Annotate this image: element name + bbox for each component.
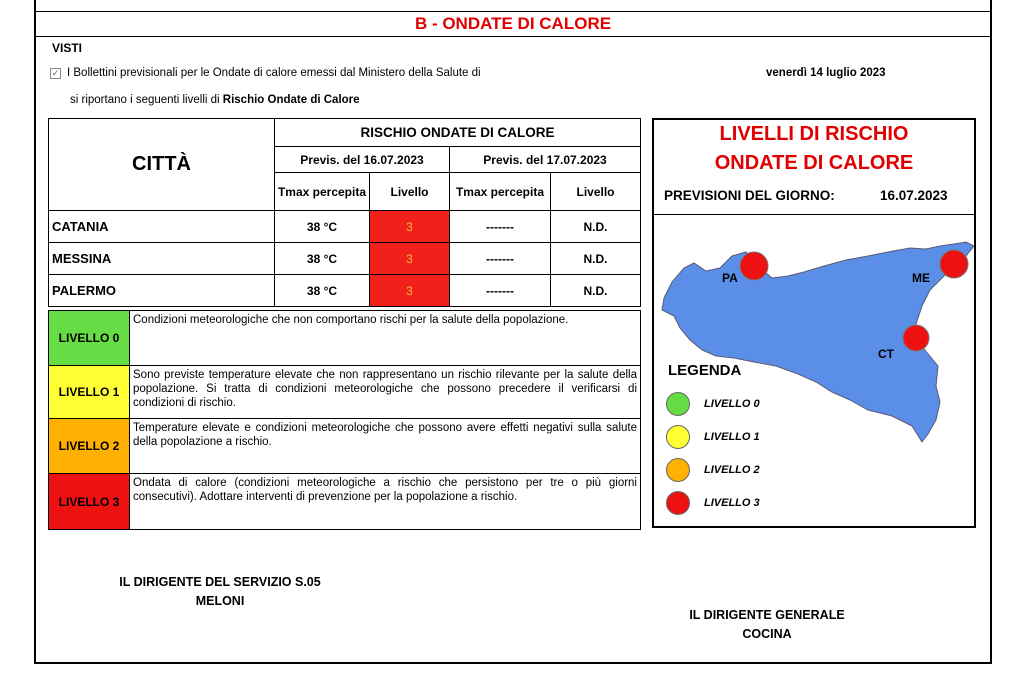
risk-header: RISCHIO ONDATE DI CALORE xyxy=(275,119,641,147)
levels-intro xyxy=(70,94,360,106)
messina-marker xyxy=(940,250,968,278)
bulletin-text: I Bollettini previsionali per le Ondate di calore emessi dal Ministero della Salute di xyxy=(67,67,481,79)
left-signature-role: IL DIRIGENTE DEL SERVIZIO S.05 xyxy=(119,575,321,589)
tmax-value-2: ------- xyxy=(450,275,551,307)
levels-intro-bold: Rischio Ondate di Calore xyxy=(222,94,360,106)
level-1-dot-icon xyxy=(666,425,690,449)
forecast-date: 16.07.2023 xyxy=(880,188,948,203)
issue-date: venerdì 14 luglio 2023 xyxy=(766,67,886,79)
legend-label: LIVELLO 0 xyxy=(704,398,760,410)
legend-title: LEGENDA xyxy=(668,362,742,379)
level-3-dot-icon xyxy=(666,491,690,515)
level-value-2: N.D. xyxy=(551,243,641,275)
level-value-2: N.D. xyxy=(551,275,641,307)
level-row xyxy=(49,366,641,419)
level-row xyxy=(49,311,641,366)
left-signature-name: MELONI xyxy=(195,594,245,608)
day2-header: Previs. del 17.07.2023 xyxy=(450,147,641,173)
level-description: Temperature elevate e condizioni meteorologiche che possono avere effetti negativi sulla salute della popolazione a rischio. xyxy=(130,419,641,474)
city-name: CATANIA xyxy=(49,211,275,243)
legend-item xyxy=(666,392,760,416)
level-description: Sono previste temperature elevate che non rappresentano un rischio rilevante per la salute della popolazione. Si tratta di condizioni meteorologiche che possono precedere il verificarsi di condizioni di rischio. xyxy=(130,366,641,419)
legend-label: LIVELLO 3 xyxy=(704,497,760,509)
legend-item xyxy=(666,425,760,449)
section-title: B - ONDATE DI CALORE xyxy=(414,14,612,33)
panel-divider xyxy=(654,214,974,215)
legend-item xyxy=(666,458,760,482)
city-name: PALERMO xyxy=(49,275,275,307)
level-description: Condizioni meteorologiche che non comportano rischi per la salute della popolazione. xyxy=(130,311,641,366)
catania-marker xyxy=(903,325,929,351)
panel-title-line1: LIVELLI DI RISCHIO xyxy=(719,123,909,145)
level-2-dot-icon xyxy=(666,458,690,482)
level-row xyxy=(49,474,641,530)
tmax-value: 38 °C xyxy=(275,211,370,243)
legend-label: LIVELLO 2 xyxy=(704,464,760,476)
left-signature xyxy=(102,575,338,613)
level-value: 3 xyxy=(370,275,450,307)
visti-label: VISTI xyxy=(52,41,83,55)
palermo-label: PA xyxy=(722,271,738,285)
level-value: 3 xyxy=(370,211,450,243)
tmax-value: 38 °C xyxy=(275,243,370,275)
livello-header-2: Livello xyxy=(551,173,641,211)
level-badge: LIVELLO 3 xyxy=(49,474,130,530)
risk-map-panel xyxy=(652,118,976,528)
risk-table xyxy=(48,118,641,307)
levels-table xyxy=(48,310,641,530)
level-badge: LIVELLO 1 xyxy=(49,366,130,419)
table-row xyxy=(49,275,641,307)
level-0-dot-icon xyxy=(666,392,690,416)
tmax-value-2: ------- xyxy=(450,243,551,275)
level-description: Ondata di calore (condizioni meteorologiche a rischio che persistono per tre o più giorni consecutivi). Adottare interventi di prevenzione per la popolazione a rischio. xyxy=(130,474,641,530)
bulletin-line xyxy=(50,67,481,79)
level-badge: LIVELLO 0 xyxy=(49,311,130,366)
top-divider xyxy=(36,11,990,12)
level-value-2: N.D. xyxy=(551,211,641,243)
catania-label: CT xyxy=(878,347,894,361)
title-divider xyxy=(36,36,990,37)
level-row xyxy=(49,419,641,474)
tmax-value-2: ------- xyxy=(450,211,551,243)
levels-intro-text: si riportano i seguenti livelli di xyxy=(70,94,220,106)
panel-title-line2: ONDATE DI CALORE xyxy=(714,152,914,174)
right-signature xyxy=(664,608,870,646)
right-signature-role: IL DIRIGENTE GENERALE xyxy=(689,608,845,622)
messina-label: ME xyxy=(912,271,930,285)
livello-header: Livello xyxy=(370,173,450,211)
palermo-marker xyxy=(740,252,768,280)
tmax-header-2: Tmax percepita xyxy=(450,173,551,211)
right-signature-name: COCINA xyxy=(742,627,792,641)
tmax-header: Tmax percepita xyxy=(275,173,370,211)
forecast-label: PREVISIONI DEL GIORNO: xyxy=(664,188,835,203)
checkbox-icon[interactable]: ✓ xyxy=(51,67,60,78)
legend-item xyxy=(666,491,760,515)
day1-header: Previs. del 16.07.2023 xyxy=(275,147,450,173)
level-value: 3 xyxy=(370,243,450,275)
tmax-value: 38 °C xyxy=(275,275,370,307)
table-row xyxy=(49,243,641,275)
table-row xyxy=(49,211,641,243)
city-name: MESSINA xyxy=(49,243,275,275)
legend-label: LIVELLO 1 xyxy=(704,431,760,443)
city-header: CITTÀ xyxy=(49,119,275,211)
level-badge: LIVELLO 2 xyxy=(49,419,130,474)
